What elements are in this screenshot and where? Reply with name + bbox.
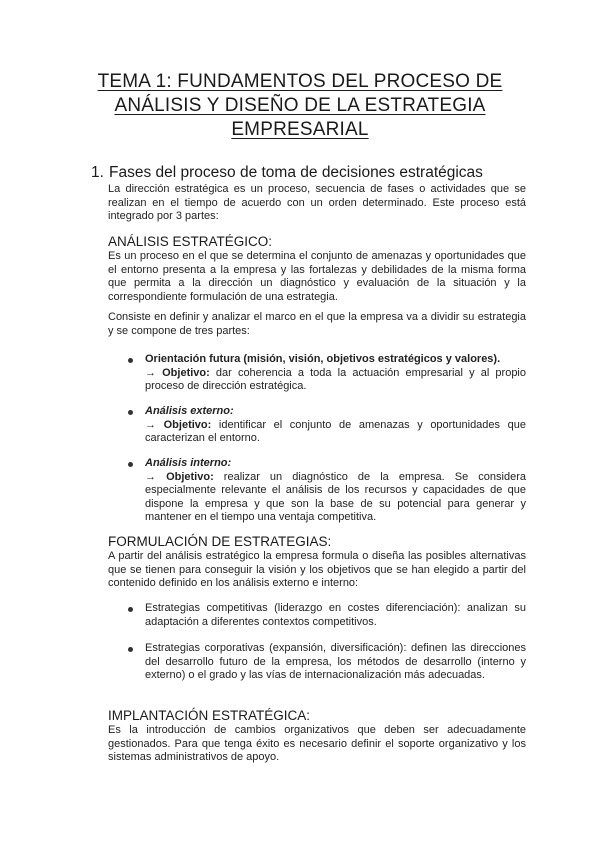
bullet-icon — [128, 358, 133, 363]
bullet-icon — [128, 462, 133, 467]
list-item — [145, 405, 526, 446]
arrow-icon: → — [145, 418, 156, 431]
list-item-title: Análisis interno: — [145, 457, 232, 469]
list-item: Estrategias competitivas (liderazgo en costes diferenciación): analizan su adaptación a diferentes contextos competitivos. — [145, 602, 526, 628]
objective-text: identificar el conjunto de amenazas y oportunidades que caracterizan el entorno. — [145, 418, 527, 444]
objective-text: realizar un diagnóstico de la empresa. Se considera especialmente relevante el análisis de los recursos y capacidades de que dispone la empresa y que son la base de su potencial para generar y mantener en el tiempo una ventaja competitiva. — [145, 470, 526, 523]
objective-text: dar coherencia a toda la actuación empresarial y al propio proceso de dirección estratégica. — [145, 366, 526, 392]
bullet-icon — [128, 647, 133, 652]
bullet-icon — [128, 410, 133, 415]
list-item-title: Orientación futura (misión, visión, objetivos estratégicos y valores). — [145, 353, 501, 365]
formulacion-heading: FORMULACIÓN DE ESTRATEGIAS: — [108, 534, 332, 549]
section-intro: La dirección estratégica es un proceso, secuencia de fases o actividades que se realizan en el tiempo de acuerdo con un orden determinado. Este proceso está integrado por 3 partes: — [108, 183, 526, 222]
list-item-title: Análisis externo: — [145, 405, 234, 417]
objective-label: Objetivo: — [163, 418, 212, 431]
section-number: 1. — [91, 164, 104, 181]
implantacion-heading: IMPLANTACIÓN ESTRATÉGICA: — [108, 708, 311, 723]
page-title: TEMA 1: FUNDAMENTOS DEL PROCESO DE ANÁLISIS Y DISEÑO DE LA ESTRATEGIA EMPRESARIAL — [97, 71, 503, 140]
analisis-heading: ANÁLISIS ESTRATÉGICO: — [108, 234, 273, 249]
section-heading — [91, 163, 483, 183]
arrow-icon: → — [145, 366, 156, 379]
analisis-paragraph-2: Consiste en definir y analizar el marco en el que la empresa va a dividir su estrategia y se compone de tres partes: — [108, 311, 526, 337]
list-item — [145, 457, 526, 525]
list-item — [145, 353, 526, 394]
bullet-icon — [128, 607, 133, 612]
arrow-icon: → — [145, 470, 156, 483]
analisis-paragraph-1: Es un proceso en el que se determina el conjunto de amenazas y oportunidades que el entorno presenta a la empresa y las fortalezas y debilidades de la misma forma que permita a la dirección un diagnóstico y evaluación de la situación y la correspondiente formulación de una estrategia. — [108, 250, 526, 303]
implantacion-paragraph: Es la introducción de cambios organizativos que deben ser adecuadamente gestionados. Para que tenga éxito es necesario definir el soporte organizativo y los sistemas administrativos de apoyo. — [108, 724, 526, 763]
formulacion-paragraph: A partir del análisis estratégico la empresa formula o diseña las posibles alternativas que se tienen para conseguir la visión y los objetivos que se han elegido a partir del contenido definido en los análisis externo e interno: — [108, 550, 526, 589]
section-heading-text: Fases del proceso de toma de decisiones estratégicas — [109, 164, 483, 181]
objective-label: Objetivo: — [162, 366, 210, 379]
list-item: Estrategias corporativas (expansión, diversificación): definen las direcciones del desarrollo futuro de la empresa, los métodos de desarrollo (interno y externo) o el grado y las vías de internacionalización más adecuadas. — [145, 642, 526, 681]
objective-label: Objetivo: — [166, 470, 214, 483]
